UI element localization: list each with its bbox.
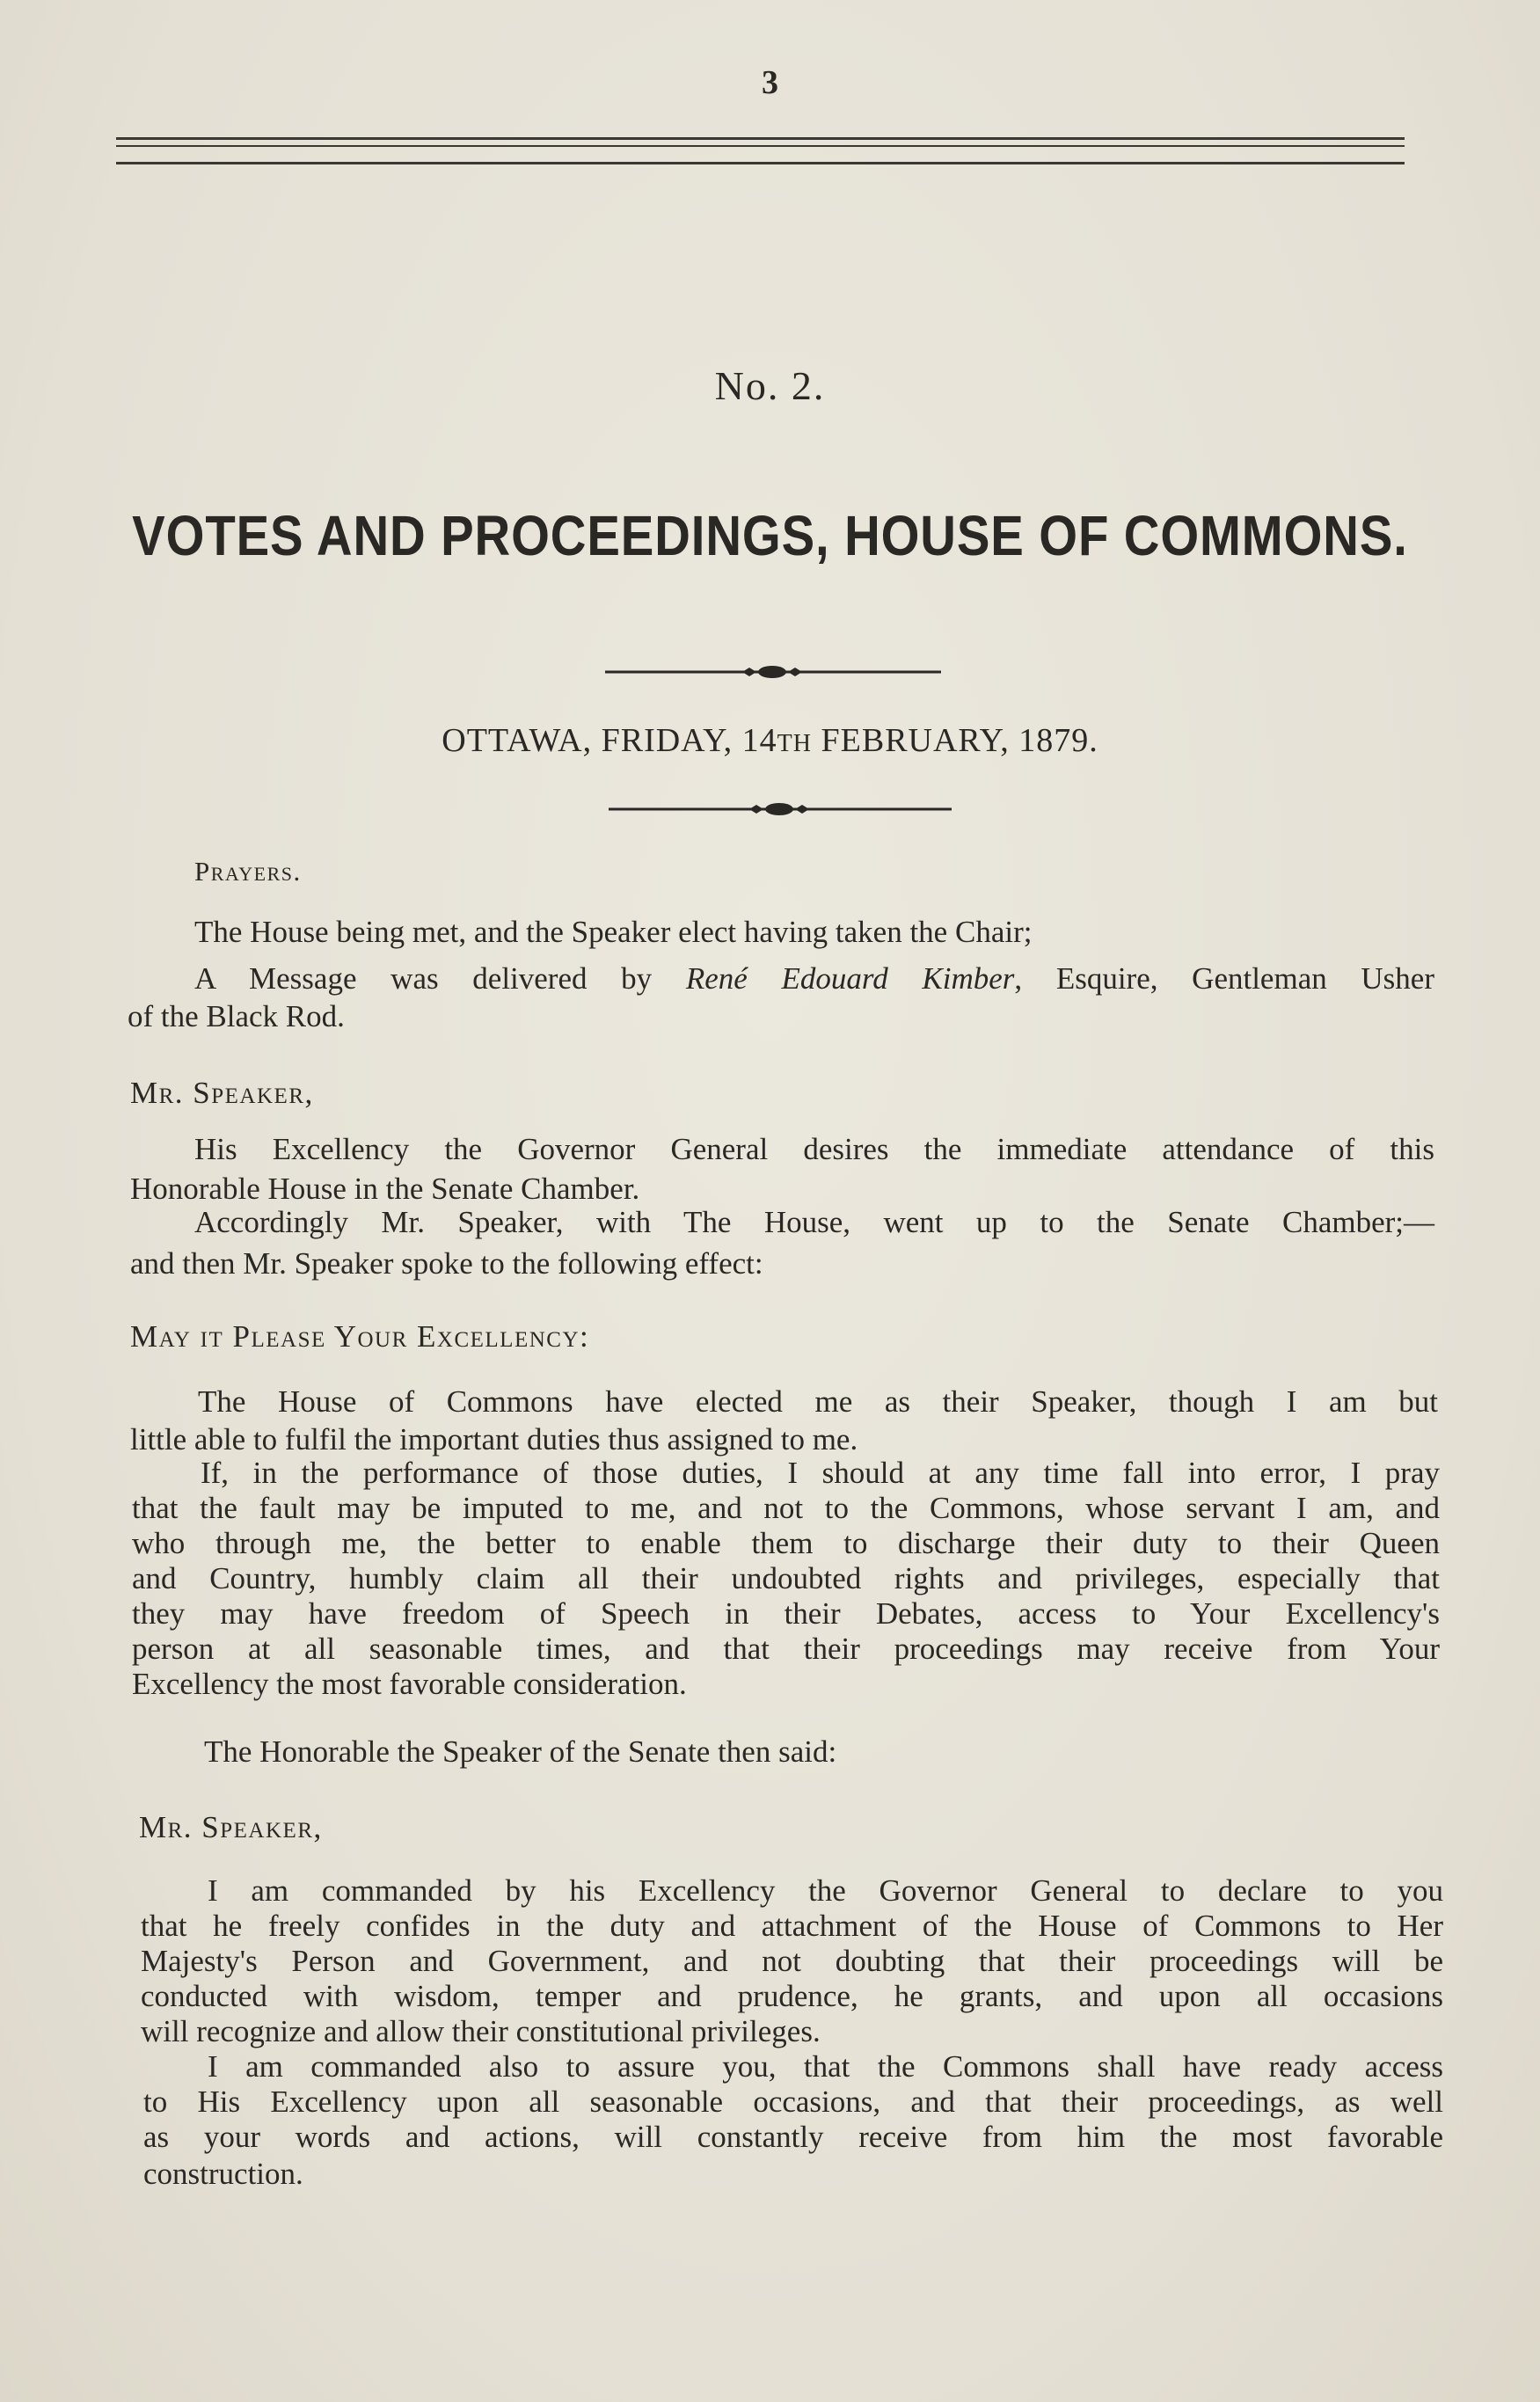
paragraph-commanded-line5: will recognize and allow their constitutional privileges. xyxy=(141,2014,821,2048)
paragraph-excellency-line2: Honorable House in the Senate Chamber. xyxy=(130,1172,640,1206)
paragraph-accordingly-line1: Accordingly Mr. Speaker, with The House, went up to the Senate Chamber;— xyxy=(194,1205,1434,1239)
dateline-a: OTTAWA, FRIDAY, 14 xyxy=(442,722,777,759)
document-title: VOTES AND PROCEEDINGS, HOUSE OF COMMONS. xyxy=(132,504,1408,567)
paragraph-commanded-line2: that he freely confides in the duty and attachment of the House of Commons to Her xyxy=(141,1909,1443,1943)
paragraph-assure-line1: I am commanded also to assure you, that the Commons shall have ready access xyxy=(208,2049,1443,2084)
paragraph-performance-line2: that the fault may be imputed to me, and not to the Commons, whose servant I am, and xyxy=(132,1491,1440,1525)
paragraph-performance-line3: who through me, the better to enable them to discharge their duty to their Queen xyxy=(132,1526,1440,1560)
paragraph-performance-line5: they may have freedom of Speech in their Debates, access to Your Excellency's xyxy=(132,1596,1440,1631)
usher-name: René Edouard Kimber xyxy=(685,961,1015,996)
paragraph-message xyxy=(194,961,1434,997)
paragraph-senate-speaker: The Honorable the Speaker of the Senate then said: xyxy=(204,1734,837,1769)
paragraph-elected-line1: The House of Commons have elected me as their Speaker, though I am but xyxy=(198,1384,1438,1419)
paragraph-commanded-line4: conducted with wisdom, temper and prudence, he grants, and upon all occasions xyxy=(141,1979,1443,2013)
paragraph-assure-line2: to His Excellency upon all seasonable occasions, and that their proceedings, as well xyxy=(143,2084,1443,2119)
dateline xyxy=(0,721,1540,760)
salutation-mr-speaker-1: Mr. Speaker, xyxy=(130,1076,314,1110)
paragraph-accordingly-line2: and then Mr. Speaker spoke to the following effect: xyxy=(130,1246,763,1281)
message-text-a: A Message was delivered by xyxy=(194,961,686,996)
paragraph-performance-line4: and Country, humbly claim all their undoubted rights and privileges, especially that xyxy=(132,1561,1440,1595)
paragraph-assure-line4: construction. xyxy=(143,2157,303,2191)
paragraph-performance-line1: If, in the performance of those duties, I should at any time fall into error, I pray xyxy=(201,1456,1440,1490)
paragraph-performance-line7: Excellency the most favorable consideration. xyxy=(132,1667,687,1701)
paragraph-elected-line2: little able to fulfil the important duties thus assigned to me. xyxy=(130,1422,858,1457)
salutation-may-it-please: May it Please Your Excellency: xyxy=(130,1319,590,1354)
ornament-divider-bottom xyxy=(0,799,1540,820)
page-number: 3 xyxy=(762,64,778,101)
paragraph-excellency-line1: His Excellency the Governor General desires the immediate attendance of this xyxy=(194,1132,1434,1166)
dateline-th: TH xyxy=(777,730,812,757)
header-rule xyxy=(116,137,1405,140)
salutation-mr-speaker-2: Mr. Speaker, xyxy=(139,1810,323,1844)
ornament-divider-top xyxy=(0,661,1540,683)
prayers-heading: Prayers. xyxy=(194,856,302,887)
message-text-b: , Esquire, Gentleman Usher xyxy=(1014,961,1434,996)
paragraph-performance-line6: person at all seasonable times, and that their proceedings may receive from Your xyxy=(132,1632,1440,1666)
paragraph-assure-line3: as your words and actions, will constantly receive from him the most favorable xyxy=(143,2120,1443,2154)
paragraph-house-met: The House being met, and the Speaker elect having taken the Chair; xyxy=(194,915,1033,949)
paragraph-commanded-line1: I am commanded by his Excellency the Governor General to declare to you xyxy=(208,1873,1443,1908)
dateline-b: FEBRUARY, 1879. xyxy=(812,722,1098,759)
document-number: No. 2. xyxy=(714,363,826,408)
paragraph-commanded-line3: Majesty's Person and Government, and not doubting that their proceedings will be xyxy=(141,1944,1443,1978)
header-rule-lower xyxy=(116,162,1405,164)
header-rule-thin xyxy=(116,145,1405,147)
paragraph-message-line2: of the Black Rod. xyxy=(128,999,345,1033)
